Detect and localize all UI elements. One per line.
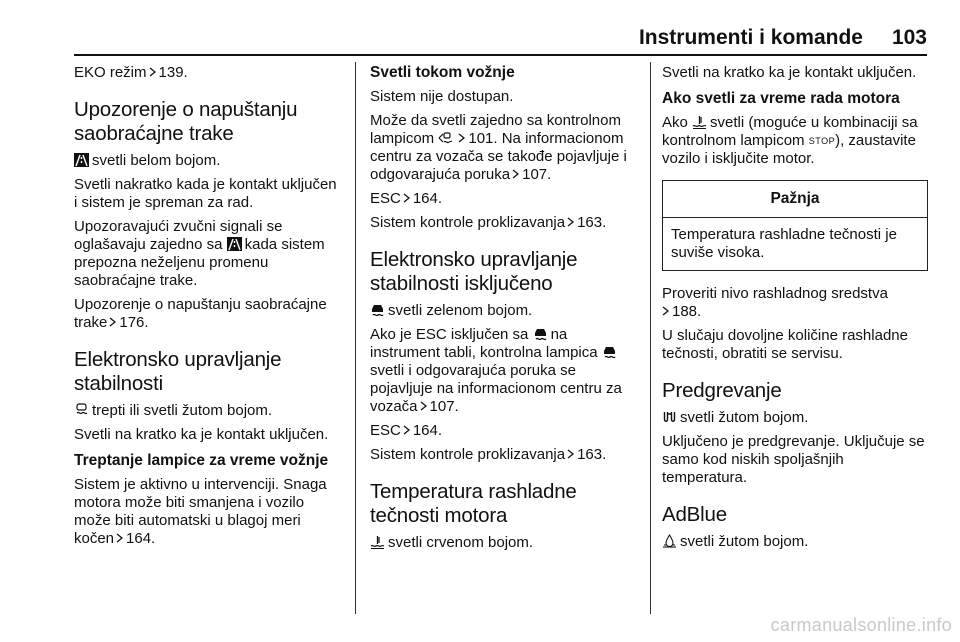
reference-arrow-icon xyxy=(567,449,574,459)
section-heading: Upozorenje o napuštanju saobraćajne trake xyxy=(74,98,298,145)
paragraph: svetli žutom bojom. xyxy=(662,409,928,427)
coolant-temperature-icon xyxy=(692,115,707,129)
reference-arrow-icon xyxy=(458,133,465,143)
paragraph: Proveriti nivo rashladnog sredstva 188. xyxy=(662,285,888,320)
coolant-temperature-icon xyxy=(370,535,385,549)
column-2 xyxy=(370,64,638,558)
paragraph: Sistem kontrole proklizavanja 163. xyxy=(370,214,607,231)
page-title: Instrumenti i komande xyxy=(638,26,863,49)
paragraph: Upozorenje o napuštanju saobraćajne trake 176. xyxy=(74,296,327,331)
section-heading: Elektronsko upravljanje stabilnosti isključeno xyxy=(370,248,578,295)
paragraph: Svetli na kratko ka je kontakt uključen. xyxy=(662,64,917,81)
paragraph: Ako je ESC isključen sa na instrument tabli, kontrolna lampica svetli i odgovarajuća poruka se pojavljuje na informacionom centru za vozača 107. xyxy=(370,326,622,415)
page-header xyxy=(74,26,927,56)
lane-departure-icon xyxy=(74,153,89,167)
reference-arrow-icon xyxy=(420,401,427,411)
reference-arrow-icon xyxy=(403,193,410,203)
paragraph: svetli crvenom bojom. xyxy=(370,534,638,552)
paragraph: Sistem je aktivno u intervenciji. Snaga motora može biti smanjena i vozilo može biti automatski u blagoj meri kočen 164. xyxy=(74,476,327,547)
paragraph: Svetli na kratko ka je kontakt uključen. xyxy=(74,426,329,443)
reference-arrow-icon xyxy=(109,317,116,327)
column-1 xyxy=(74,64,344,554)
paragraph: Svetli nakratko kada je kontakt uključen i sistem je spreman za rad. xyxy=(74,176,337,211)
paragraph: ESC 164. xyxy=(370,190,443,207)
reference-arrow-icon xyxy=(567,217,574,227)
column-3 xyxy=(662,64,928,557)
reference-arrow-icon xyxy=(116,533,123,543)
section-heading: Predgrevanje xyxy=(662,379,782,402)
adblue-icon xyxy=(662,534,677,548)
column-divider xyxy=(650,62,651,614)
section-heading: Elektronsko upravljanje stabilnosti xyxy=(74,348,282,395)
paragraph: Može da svetli zajedno sa kontrolnom lampicom 101. Na informacionom centru za vozača se takođe pojavljuje i odgovarajuća poruka 107. xyxy=(370,112,627,183)
paragraph: ESC 164. xyxy=(370,422,443,439)
paragraph: U slučaju dovoljne količine rashladne tečnosti, obratiti se servisu. xyxy=(662,327,908,362)
paragraph: trepti ili svetli žutom bojom. xyxy=(74,402,344,420)
paragraph: Uključeno je predgrevanje. Uključuje se samo kod niskih spoljašnjih temperatura. xyxy=(662,433,925,486)
traction-control-icon xyxy=(438,131,453,145)
stop-indicator-label: STOP xyxy=(808,136,836,146)
preheat-coil-icon xyxy=(662,410,677,424)
paragraph: Sistem kontrole proklizavanja 163. xyxy=(370,446,607,463)
lane-departure-icon xyxy=(227,237,242,251)
warning-note-box xyxy=(662,180,928,271)
page-number: 103 xyxy=(891,26,927,49)
note-body: Temperatura rashladne tečnosti je suviše visoka. xyxy=(671,226,897,261)
column-divider xyxy=(355,62,356,614)
paragraph: Sistem nije dostupan. xyxy=(370,88,514,105)
paragraph: svetli zelenom bojom. xyxy=(370,302,638,320)
reference-arrow-icon xyxy=(662,306,669,316)
paragraph: Ako svetli (moguće u kombinaciji sa kontrolnom lampicom STOP), zaustavite vozilo i isključite motor. xyxy=(662,114,918,167)
reference-arrow-icon xyxy=(149,67,156,77)
paragraph: EKO režim 139. xyxy=(74,64,188,81)
subsection-heading: Svetli tokom vožnje xyxy=(370,64,515,81)
esc-off-icon xyxy=(602,345,617,359)
section-heading: Temperatura rashladne tečnosti motora xyxy=(370,480,577,527)
header-rule xyxy=(74,54,927,56)
subsection-heading: Ako svetli za vreme rada motora xyxy=(662,90,900,107)
section-heading: AdBlue xyxy=(662,503,727,526)
paragraph: Upozoravajući zvučni signali se oglašavaju zajedno sa kada sistem prepozna neželjenu promenu saobraćajne trake. xyxy=(74,218,325,289)
esc-icon xyxy=(74,403,89,417)
esc-off-icon xyxy=(533,327,548,341)
subsection-heading: Treptanje lampice za vreme vožnje xyxy=(74,452,329,469)
esc-off-icon xyxy=(370,303,385,317)
reference-arrow-icon xyxy=(403,425,410,435)
paragraph: svetli žutom bojom. xyxy=(662,533,928,551)
watermark: carmanualsonline.info xyxy=(770,615,952,635)
note-title: Pažnja xyxy=(663,181,927,218)
paragraph: svetli belom bojom. xyxy=(74,152,344,170)
reference-arrow-icon xyxy=(512,169,519,179)
